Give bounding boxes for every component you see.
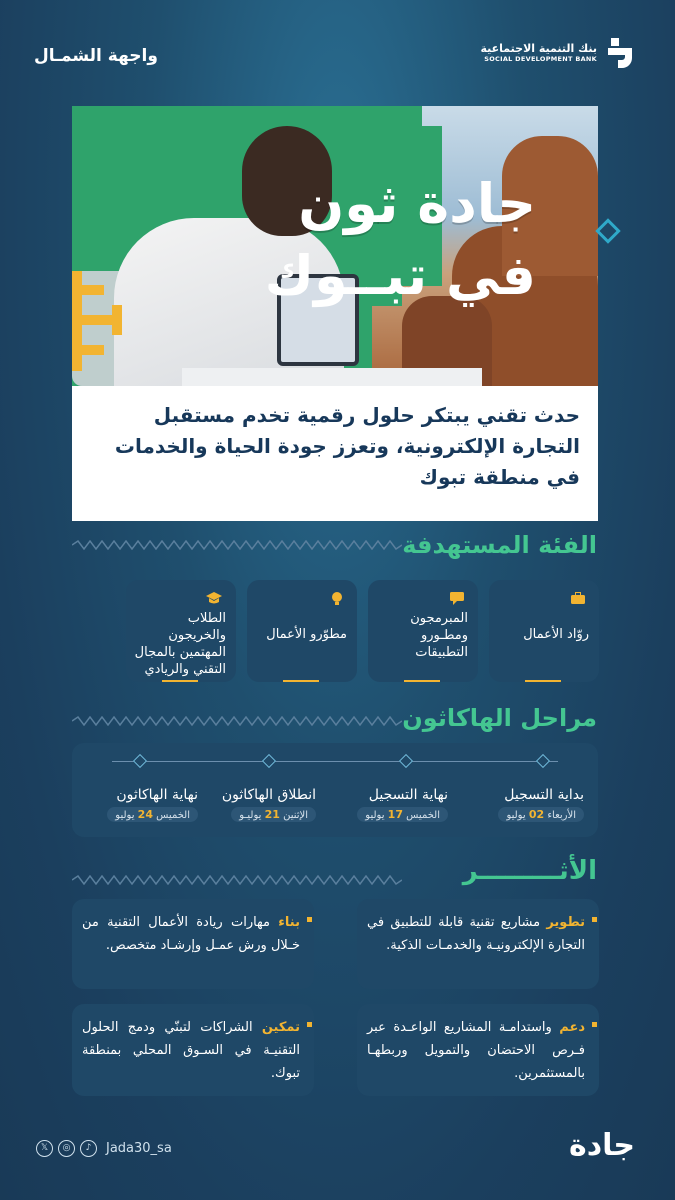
stage-date: الأربعاء 02 يوليو	[498, 807, 584, 822]
timeline-dot	[399, 754, 413, 768]
impact-heading: الأثـــــــــر	[462, 856, 597, 886]
hero-title-line2: في تبــوك	[264, 244, 536, 307]
stage-title: نهاية التسجيل	[368, 787, 448, 803]
impact-text: مهارات ريادة الأعمال التقنية من خـلال ورش عمـل وإرشـاد متخصص.	[82, 915, 300, 953]
lightbulb-icon	[329, 592, 343, 606]
timeline-item	[198, 787, 316, 822]
impact-card-build	[72, 899, 314, 989]
target-card-label: روّاد الأعمال	[523, 627, 589, 642]
target-card-label: مطوّرو الأعمال	[266, 627, 347, 642]
timeline-item	[466, 787, 584, 822]
instagram-icon[interactable]: ◎	[58, 1140, 75, 1157]
stage-title: بداية التسجيل	[504, 787, 584, 803]
sdb-name-ar: بنك التنمية الاجتماعية	[480, 41, 597, 55]
jada-logo: جادة	[569, 1128, 635, 1163]
timeline	[72, 743, 598, 837]
impact-text: واستدامـة المشاريع الواعـدة عبر فـرص الاحتضان والتمويل وربطهـا بالمستثمرين.	[367, 1020, 585, 1081]
stages-heading: مراحل الهاكاثون	[402, 704, 597, 732]
impact-lead: بناء	[278, 915, 300, 930]
impact-card-support	[357, 1004, 599, 1096]
target-card-label: المبرمجون ومطـورو التطبيقات	[410, 611, 468, 660]
sdb-name-en: SOCIAL DEVELOPMENT BANK	[484, 54, 597, 63]
briefcase-icon	[571, 592, 585, 606]
stage-title: نهاية الهاكاثون	[116, 787, 198, 803]
impact-text: الشراكات لتبنّي ودمج الحلول التقنيـة في السـوق المحلي بمنطقة تبوك.	[82, 1020, 300, 1081]
impact-lead: دعم	[559, 1020, 585, 1035]
hero-title-line1: جادة ثون	[298, 172, 536, 235]
stage-title: انطلاق الهاكاثون	[221, 787, 316, 803]
timeline-dot	[262, 754, 276, 768]
impact-lead: تطوير	[546, 915, 585, 930]
target-card-developers	[368, 580, 478, 682]
hero-card	[72, 106, 598, 521]
code-chat-icon	[450, 592, 464, 606]
stage-date: الخميس 17 يوليو	[357, 807, 448, 822]
hero-caption: حدث تقني يبتكر حلول رقمية تخدم مستقبل التجارة الإلكترونية، وتعزز جودة الحياة والخدمات في منطقة تبوك	[72, 386, 598, 521]
north-front-logo: واجهة الشمـال	[34, 46, 158, 66]
zigzag-divider	[72, 716, 402, 726]
impact-card-develop	[357, 899, 599, 989]
social-handle[interactable]: Jada30_sa	[106, 1141, 172, 1156]
sdb-logo	[481, 34, 636, 70]
stage-date: الإثنين 21 يوليـو	[231, 807, 316, 822]
impact-text: مشاريع تقنية قابلة للتطبيق في التجارة الإلكترونيـة والخدمـات الذكية.	[367, 915, 585, 953]
target-card-students	[126, 580, 236, 682]
hero-image	[72, 106, 598, 386]
sdb-mark-icon	[605, 34, 635, 70]
target-card-label: الطلاب والخريجون المهتمين بالمجال التقني والريادي	[134, 611, 226, 677]
graduation-cap-icon	[208, 592, 222, 606]
yellow-pattern-shape	[72, 271, 140, 371]
timeline-item	[80, 787, 198, 822]
stage-date: الخميس 24 يوليو	[107, 807, 198, 822]
target-card-entrepreneurs	[489, 580, 599, 682]
timeline-item	[330, 787, 448, 822]
zigzag-divider	[72, 875, 402, 885]
target-heading: الفئة المستهدفة	[402, 531, 597, 559]
zigzag-divider	[72, 540, 402, 550]
timeline-dot	[536, 754, 550, 768]
timeline-dot	[133, 754, 147, 768]
tiktok-icon[interactable]: ♪	[80, 1140, 97, 1157]
impact-lead: تمكين	[261, 1020, 300, 1035]
zigzag-edge	[72, 498, 598, 522]
impact-card-enable	[72, 1004, 314, 1096]
target-card-biz-developers	[247, 580, 357, 682]
x-icon[interactable]: 𝕏	[36, 1140, 53, 1157]
diamond-ornament	[595, 218, 620, 243]
